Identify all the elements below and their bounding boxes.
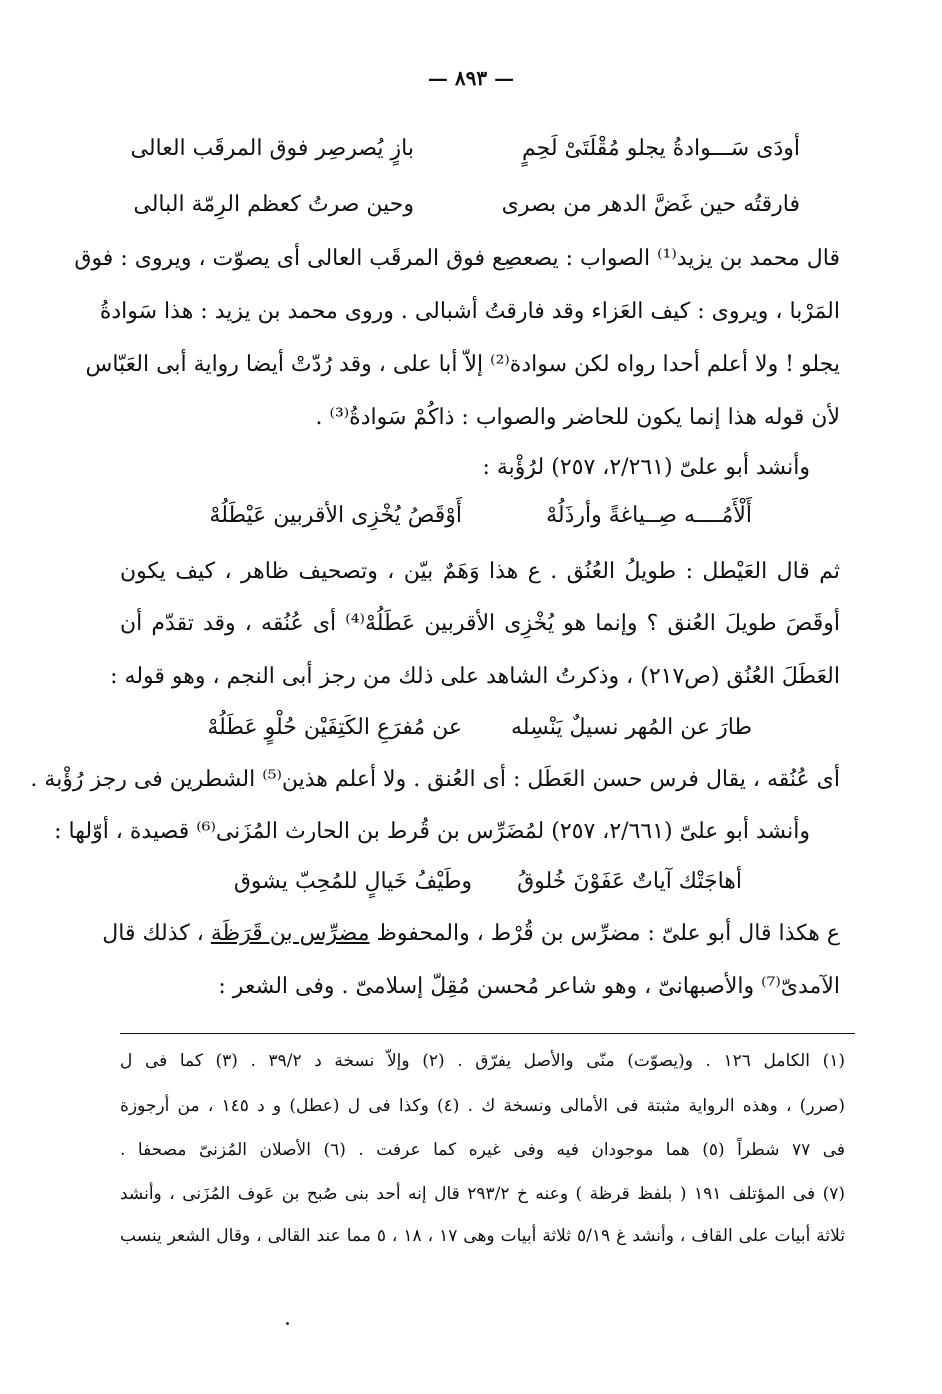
body-line: العَطَلَ العُنُق (ص٢١٧) ، وذكرتُ الشاهد على ذلك من رجز أبى النجم ، وهو قوله :: [110, 664, 840, 689]
verse-1-first-hemistich: أودَى سَـــوادةُ يجلو مُقْلَتَىْ لَحِمٍ: [522, 136, 800, 161]
footnote-line: ثلاثة أبيات على القاف ، وأنشد غ ٥/١٩ ثلاثة أبيات وهى ١٧ ، ١٨ ، ٥ مما عند القالى ، وقال الشعر ينسب: [120, 1226, 845, 1246]
verse-2-first-hemistich: فارقتُه حين غَضَّ الدهر من بصرى: [501, 192, 800, 217]
verse-rajaz-2-first: طارَ عن المُهر نسيلٌ يَنْسِله: [510, 715, 752, 740]
body-text: ع هكذا قال أبو علىّ : مضرِّس بن قُرْط ، والمحفوظ: [369, 921, 840, 946]
verse-mudarris-first: أهاجَتْك آياتٌ عَفَوْنَ خُلوقُ: [517, 869, 742, 894]
verse-2-second-hemistich: وحين صرتُ كعظم الرِمّة البالى: [133, 192, 414, 217]
body-line: قال محمد بن يزيد⁽¹⁾ الصواب : يصعصِع فوق المرقَب العالى أى يصوّت ، ويروى : فوق: [74, 246, 840, 271]
page-number: — ٨٩٣ —: [427, 66, 515, 90]
body-line: أى عُنُقه ، يقال فرس حسن العَطَل : أى العُنق . ولا أعلم هذين⁽⁵⁾ الشطرين فى رجز رُؤْبة .: [30, 767, 840, 792]
verse-1-second-hemistich: بازٍ يُصرصِر فوق المرقَب العالى: [130, 136, 414, 161]
body-line: المَرْبا ، ويروى : كيف العَزاء وقد فارقتُ أشبالى . وروى محمد بن يزيد : هذا سَوادةُ: [99, 299, 840, 324]
verse-rajaz-2-second: عن مُفرَعِ الكَتِفَيْن حُلْوٍ عَطَلُهْ: [207, 715, 462, 740]
footnote-line: (صرر) ، وهذه الرواية مثبتة فى الأمالى ونسخة ك . (٤) وكذا فى ل (عطل) و د ١٤٥ ، من أرجوزة: [120, 1096, 845, 1116]
speck: [286, 1322, 289, 1325]
body-line: وأنشد أبو علىّ (٢/٢٦١، ٢٥٧) لرُؤْبة :: [482, 455, 810, 480]
body-line: وأنشد أبو علىّ (٢/٦٦١، ٢٥٧) لمُضَرِّس بن قُرط بن الحارث المُزَنى⁽⁶⁾ قصيدة ، أوّلها :: [54, 819, 810, 844]
body-line: ثم قال العَيْطل : طويلُ العُنُق . ع هذا وَهَمٌ بيّن ، وتصحيف ظاهر ، كيف يكون: [120, 559, 840, 584]
body-line: الآمدىّ⁽⁷⁾ والأصبهانىّ ، وهو شاعر مُحسن مُقِلّ إسلامىّ . وفى الشعر :: [218, 974, 840, 999]
footnote-divider: [120, 1033, 855, 1034]
body-text: ، كذلك قال: [102, 921, 211, 946]
body-line: لأن قوله هذا إنما يكون للحاضر والصواب : ذاكُمْ سَوادةُ⁽³⁾ .: [315, 405, 840, 430]
underlined-name: مضرِّس بن قَرَظَة: [210, 921, 370, 946]
body-line: [102, 918, 840, 950]
footnote-line: (٧) فى المؤتلف ١٩١ ( بلفظ قرظة ) وعنه خ ٢٩٣/٢ قال إنه أحد بنى صُبح بن عَوف المُزَنى ، وأنشد: [120, 1184, 845, 1204]
footnote-line: فى ٧٧ شطراً (٥) هما موجودان فيه وفى غيره كما عرفت . (٦) الأصلان المُزنىّ مصحفا .: [120, 1140, 846, 1160]
footnote-line: (١) الكامل ١٢٦ . و(يصوّت) منّى والأصل يفرّق . (٢) وإلاّ نسخة د ٣٩/٢ . (٣) كما فى ل: [120, 1051, 845, 1071]
verse-mudarris-second: وطَيْفُ خَيالٍ للمُحِبّ يشوق: [233, 869, 472, 894]
body-line: أوقَصَ طويلَ العُنق ؟ وإنما هو يُخْزِى الأقربين عَطَلُهْ⁽⁴⁾ أى عُنُقه ، وقد تقدّم أن: [120, 611, 840, 636]
verse-rajaz-1-second: أَوْقَصُ يُخْزِى الأقربين عَيْطَلُهْ: [209, 503, 462, 528]
body-line: يجلو ! ولا أعلم أحدا رواه لكن سوادة⁽²⁾ إلاّ أبا على ، وقد رُدّتْ أيضا رواية أبى العَبّاس: [85, 352, 840, 377]
verse-rajaz-1-first: أَلْأَمُــــه صِــياغةً وأرذَلُهْ: [546, 503, 752, 528]
